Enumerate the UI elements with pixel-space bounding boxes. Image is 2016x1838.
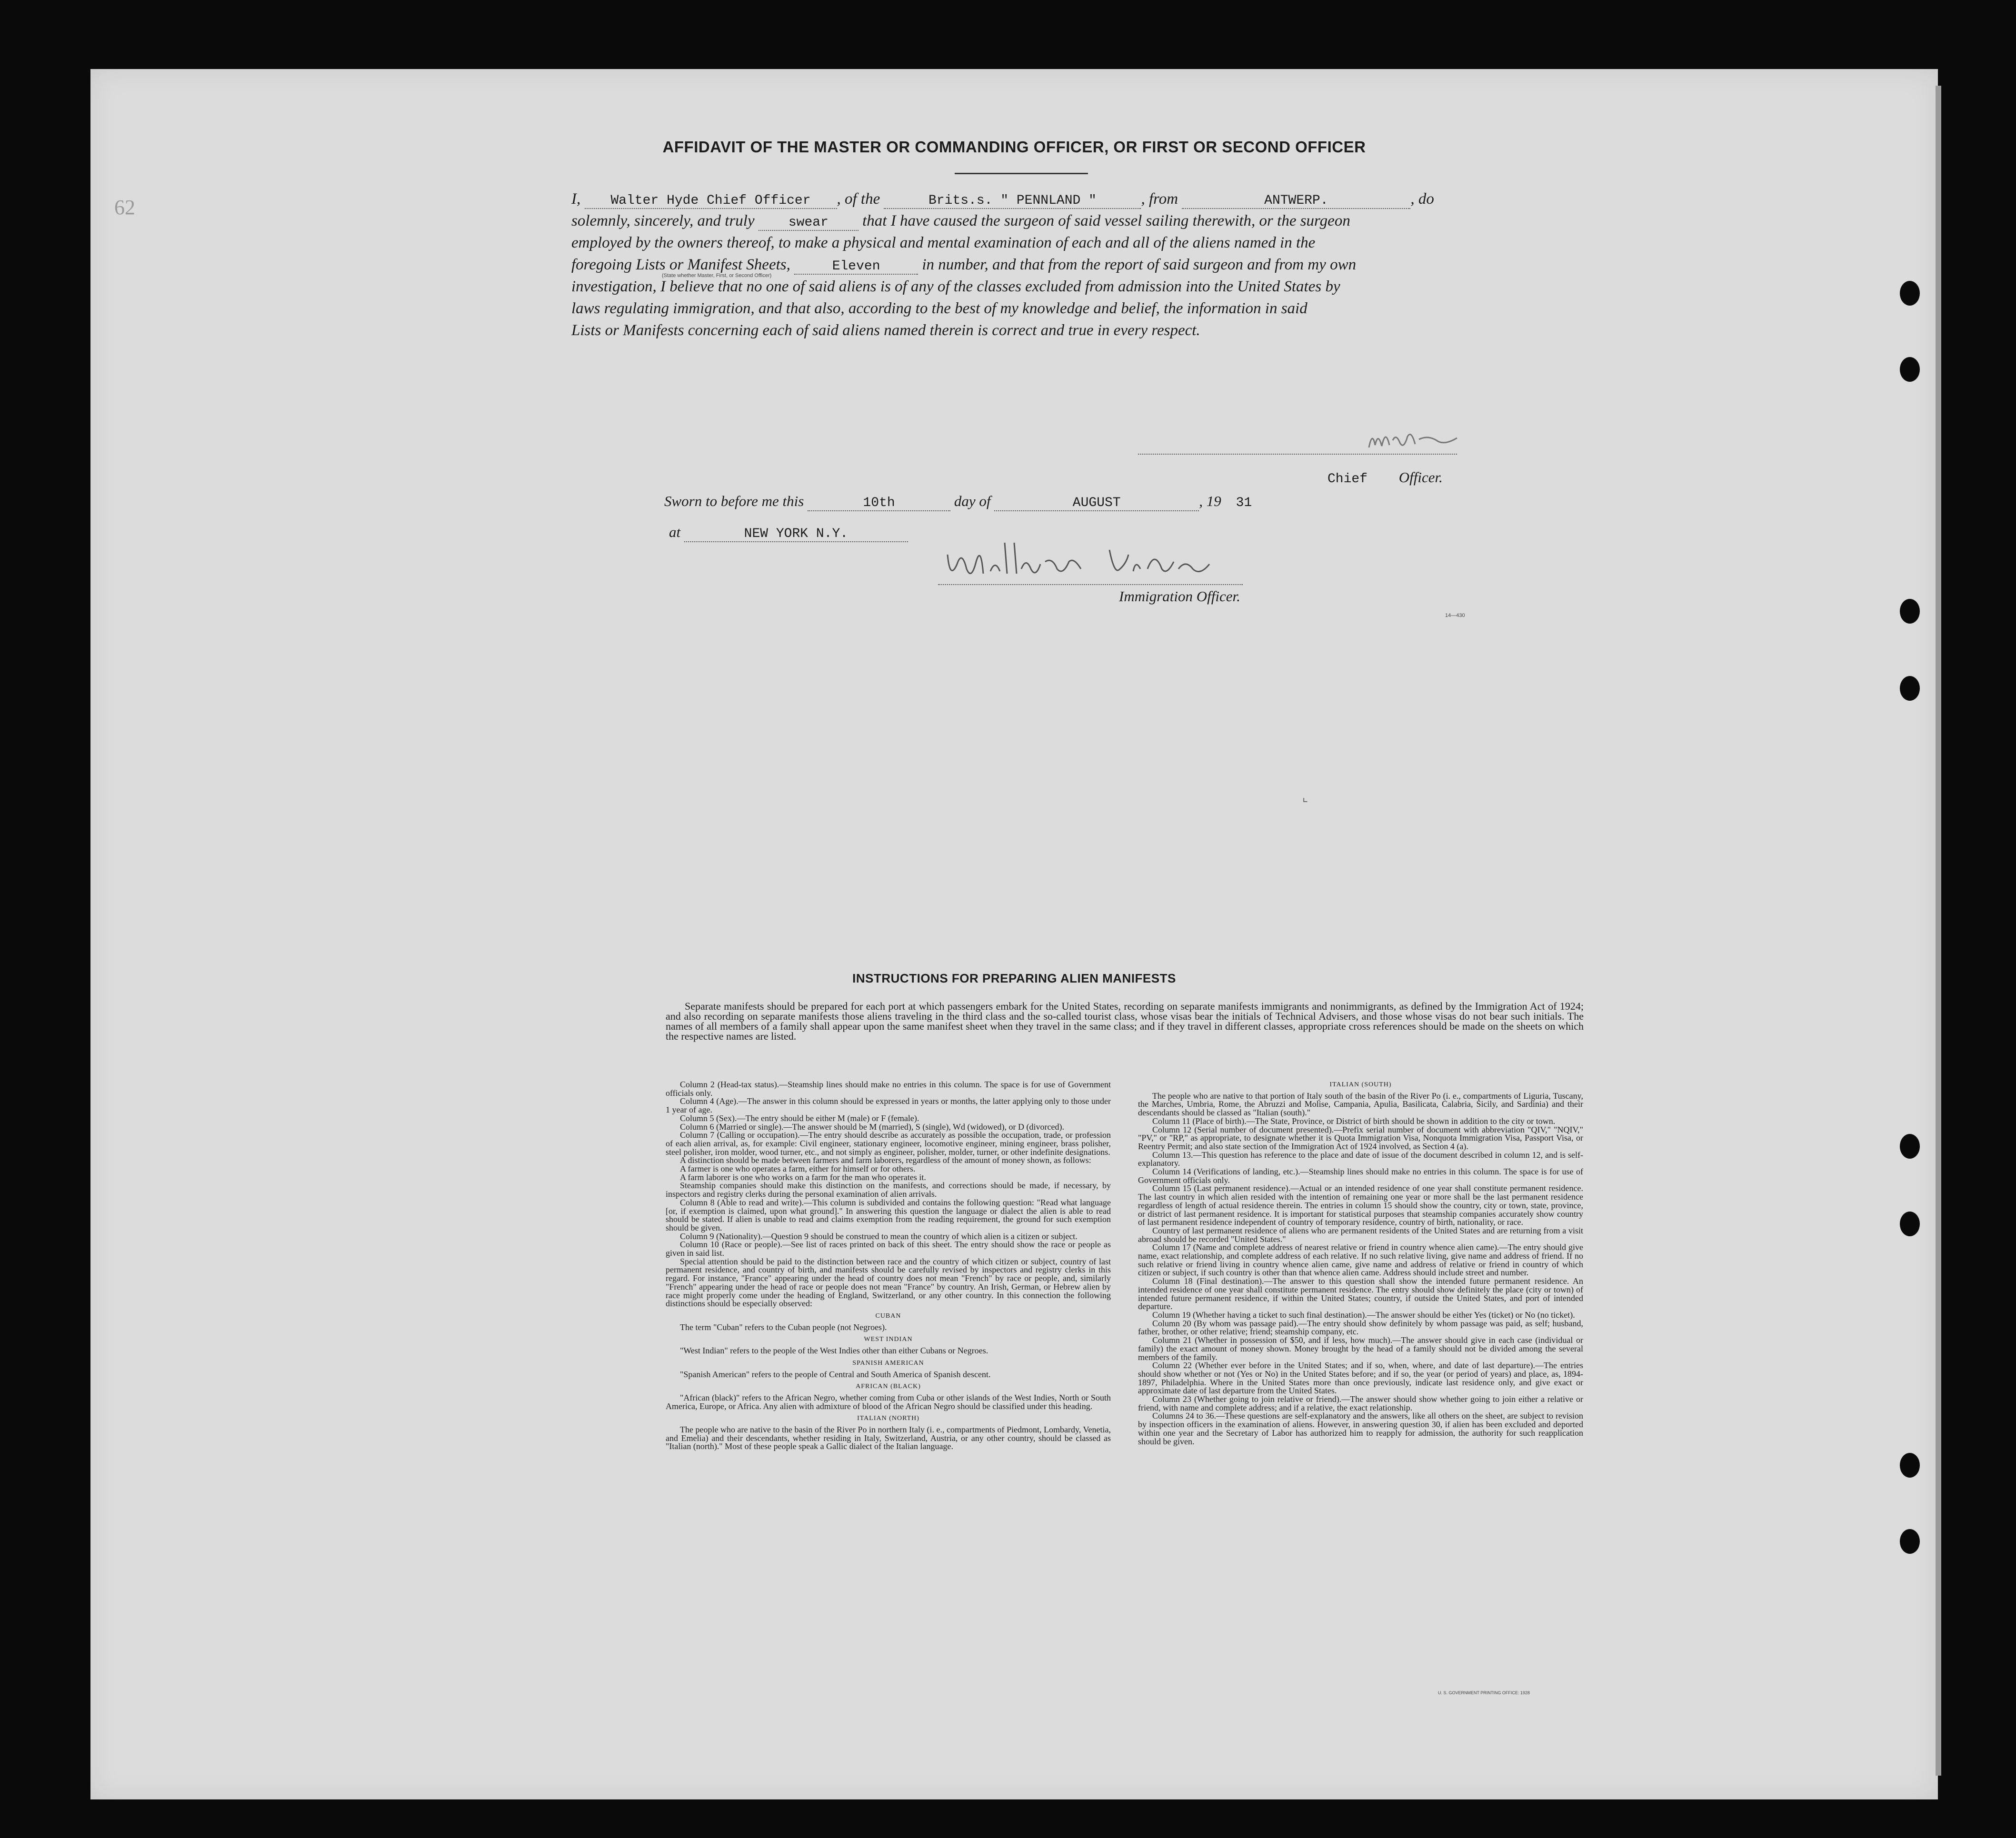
instructions-right-column [1138,1081,1583,1446]
instructions-left-column [666,1081,1111,1451]
affidavit-line-4: foregoing Lists or Manifest Sheets, Eleven in number, and that from the report of said surgeon and from my own [571,256,1357,274]
punch-hole [1900,357,1920,382]
instruction-paragraph: Column 2 (Head-tax status).—Steamship lines should make no entries in this column. The space is for use of Government officials only. [666,1080,1111,1098]
instruction-paragraph: Column 20 (By whom was passage paid).—The entry should show definitely by whom passage was paid, as self; husband, father, brother, or other relative; friend; steamship company, etc. [1138,1318,1583,1337]
affidavit-body [571,188,1586,341]
instruction-paragraph: Column 12 (Serial number of document presented).—Prefix serial number of document with abbreviation "QIV," "NQIV," "PV," or "RP," as appropriate, to designate whether it is Quota Immigration Visa, Nonquota Immigration Visa, Passport Visa, or Reentry Permit; and also state section of the Immigration Act of 1924 involved, as Section 4 (a). [1138,1124,1583,1151]
instruction-paragraph: The people who are native to that portion of Italy south of the basin of the River Po (i. e., compartments of Liguria, Tuscany, the Marches, Umbria, Rome, the Abruzzi and Molise, Campania, Apulia, Basilicata, Calabria, Sicily, and Sardinia) and their descendants should be classed as "Italian (south)." [1138,1091,1583,1118]
affidavit-line-1: I, Walter Hyde Chief Officer , of the Brits.s. " PENNLAND " , from ANTWERP. , do [571,190,1434,208]
margin-note: 62 [114,196,135,219]
sworn-place: at NEW YORK N.Y. [669,524,908,542]
immigration-signature-line [938,584,1243,585]
printer-imprint: U. S. GOVERNMENT PRINTING OFFICE: 1928 [1438,1690,1530,1695]
instruction-paragraph: Column 8 (Able to read and write).—This column is subdivided and contains the following question: "Read what language [or, if exemption is claimed, upon what ground]." In answering this question the language or dialect the alien is able to read should be stated. If alien is unable to read and claims exemption from the reading requirement, the ground for such exemption should be given. [666,1197,1111,1232]
instruction-paragraph: Column 6 (Married or single).—The answer should be M (married), S (single), Wd (widowed), or D (divorced). [680,1122,1064,1132]
instruction-paragraph: A farmer is one who operates a farm, either for himself or for others. [680,1164,916,1174]
vessel-field: Brits.s. " PENNLAND " [884,194,1141,209]
officer-signature-line [1138,454,1457,455]
stray-mark: ⌞ [1302,790,1308,804]
race-heading: CUBAN [875,1312,901,1320]
instruction-paragraph: Column 7 (Calling or occupation).—The entry should describe as accurately as possible the occupation, trade, or profession of each alien arrival, as, for example: Civil engineer, stationary engineer, locomotive engineer, mining engineer, brass polisher, steel polisher, iron molder, wood turner, etc., and not simply as engineer, polisher, molder, turner, or other indefinite designations. [666,1130,1111,1157]
sworn-year-field: 31 [1236,496,1252,510]
race-definition: "African (black)" refers to the African Negro, whether coming from Cuba or other islands of the West Indies, North or South America, Europe, or Africa. Any alien with admixture of blood of the African Negro should be classified under this heading. [666,1392,1111,1411]
instruction-paragraph: Column 5 (Sex).—The entry should be either M (male) or F (female). [680,1113,919,1123]
sworn-month-field: AUGUST [994,496,1199,511]
instruction-paragraph: Column 21 (Whether in possession of $50, and if less, how much).—The answer should give in each case (individual or family) the exact amount of money shown. Money brought by the head of a family should not be divided among the several members of the family. [1138,1335,1583,1362]
instruction-paragraph: Column 19 (Whether having a ticket to such final destination).—The answer should be either Yes (ticket) or No (no ticket). [1152,1310,1575,1320]
instruction-paragraph: Column 11 (Place of birth).—The State, Province, or District of birth should be shown in addition to the city or town. [1152,1116,1556,1126]
instruction-paragraph: Column 23 (Whether going to join relative or friend).—The answer should show whether going to join either a relative or friend, with name and complete address; and if a relative, the exact relationship. [1138,1394,1583,1412]
manifest-page [90,69,1938,1799]
officer-signature [1367,426,1462,455]
affidavit-line-3: employed by the owners thereof, to make a physical and mental examination of each and all of the aliens named in the [571,234,1316,251]
instruction-paragraph: A distinction should be made between farmers and farm laborers, regardless of the amount of money shown, as follows: [680,1155,1091,1165]
title-divider [955,173,1088,174]
race-heading: AFRICAN (BLACK) [856,1383,921,1391]
instructions-title: INSTRUCTIONS FOR PREPARING ALIEN MANIFESTS [852,971,1176,985]
instruction-paragraph: Columns 24 to 36.—These questions are self-explanatory and the answers, like all others on the sheet, are subject to revision by inspection officers in the examination of aliens. However, in answering question 30, if alien has been excluded and deported within one year and the Secretary of Labor has authorized him to reapply for admission, the authority for such reapplication should be given. [1138,1411,1583,1446]
affidavit-line-5: investigation, I believe that no one of said aliens is of any of the classes excluded from admission into the United States by [571,278,1340,295]
punch-hole [1900,676,1920,701]
instruction-paragraph: Column 15 (Last permanent residence).—Actual or an intended residence of one year shall constitute permanent residence. The last country in which alien resided with the intention of remaining one year or more shall be the last permanent residence regardless of length of actual residence therein. The entries in column 15 should show the country, city or town, state, province, or district of last permanent residence. It is important for statistical purposes that steamship companies accurately show country of last permanent residence independent of country of temporary residence, country of birth, nationality, or race. [1138,1183,1583,1227]
instruction-paragraph: Column 13.—This question has reference to the place and date of issue of the document described in column 12, and is self-explanatory. [1138,1150,1583,1168]
punch-hole [1900,599,1920,624]
affidavit-line-2: solemnly, sincerely, and truly swear that I have caused the surgeon of said vessel sailing therewith, or the surgeon [571,212,1350,230]
punch-hole [1900,1453,1920,1478]
instructions-intro: Separate manifests should be prepared for each port at which passengers embark for the United States, recording on separate manifests immigrants and nonimmigrants, as defined by the Immigration Act of 1924; and also recording on separate manifests those aliens traveling in the third class and the so-called tourist class, whose visas bear the initials of Technical Advisers, and those whose visas do not bear such initials. The names of all members of a family shall appear upon the same manifest sheet when they travel in the same class; and if they travel in different classes, appropriate cross references should be made on the sheets on which the respective names are listed. [666,1000,1584,1042]
race-heading: ITALIAN (NORTH) [857,1415,919,1422]
page-edge [1936,86,1941,1776]
sheet-count-field: Eleven [794,259,918,275]
instruction-paragraph: Country of last permanent residence of aliens who are permanent residents of the United States and are returning from a visit abroad should be recorded "United States." [1138,1225,1583,1244]
affidavit-line-6: laws regulating immigration, and that also, according to the best of my knowledge and belief, the information in said [571,300,1307,317]
oath-field: swear [758,216,858,231]
race-heading: ITALIAN (SOUTH) [1329,1081,1392,1088]
immigration-officer-label: Immigration Officer. [1119,588,1240,605]
punch-hole [1900,1212,1920,1236]
instruction-paragraph: Column 9 (Nationality).—Question 9 should be construed to mean the country of which alien is a citizen or subject. [680,1231,1078,1241]
punch-hole [1900,281,1920,306]
officer-rank-note: (State whether Master, First, or Second Officer) [662,273,772,278]
race-definition: The people who are native to the basin of the River Po in northern Italy (i. e., compartments of Piedmont, Lombardy, Venetia, and Emelia) and their descendants, whether residing in Italy, Switzerland, Austria, or any other country, should be classed as "Italian (north)." Most of these people speak a Gallic dialect of the Italian language. [666,1425,1111,1451]
instruction-paragraph: Column 14 (Verifications of landing, etc.).—Steamship lines should make no entries in this column. The space is for use of Government officials only. [1138,1167,1583,1185]
sworn-day-field: 10th [808,496,950,511]
race-definition: "West Indian" refers to the people of the West Indies other than either Cubans or Negroes. [680,1346,988,1356]
affidavit-title: AFFIDAVIT OF THE MASTER OR COMMANDING OFFICER, OR FIRST OR SECOND OFFICER [662,138,1366,156]
race-heading: SPANISH AMERICAN [852,1359,924,1367]
sworn-statement: Sworn to before me this 10th day of AUGUST , 19 31 [664,493,1263,511]
port-from-field: ANTWERP. [1182,194,1410,209]
form-number: 14—430 [1445,613,1465,618]
race-definition: The term "Cuban" refers to the Cuban people (not Negroes). [680,1322,887,1332]
race-heading: WEST INDIAN [864,1336,913,1343]
instruction-paragraph: Column 17 (Name and complete address of nearest relative or friend in country whence alien came).—The entry should give name, exact relationship, and complete address of each relative. If no such relative living, give name and address of friend. If no such relative or friend living in country whence alien came, give name and address of relative or friend in country of which citizen or subject, if such country is other than that whence alien came. Address should include street and number. [1138,1242,1583,1278]
instruction-paragraph: Column 4 (Age).—The answer in this column should be expressed in years or months, the latter applying only to those under 1 year of age. [666,1096,1111,1115]
sworn-place-field: NEW YORK N.Y. [684,527,908,542]
affidavit-line-7: Lists or Manifests concerning each of said aliens named therein is correct and true in every respect. [571,322,1200,339]
instruction-paragraph: A farm laborer is one who works on a farm for the man who operates it. [680,1172,926,1182]
race-definition: "Spanish American" refers to the people of Central and South America of Spanish descent. [680,1369,991,1379]
instruction-paragraph: Column 18 (Final destination).—The answer to this question shall show the intended future permanent residence. An intended residence of one year shall constitute permanent residence. The entry should show definitely the place (city or town) of intended future permanent residence, if within the United States; country, if outside the United States, and port of intended departure. [1138,1276,1583,1311]
officer-name-field: Walter Hyde Chief Officer [585,194,837,209]
instruction-paragraph: Special attention should be paid to the distinction between race and the country of which citizen or subject, country of last permanent residence, and country of birth, and manifests should be carefully revised by inspectors and registry clerks in this regard. For instance, "France" appearing under the head of country does not mean "French" by race or people, and, similarly "French" appearing under the head of race or people does not mean "France" by country. An Irish, German, or Hebrew alien by race might properly come under the heading of England, Switzerland, or any other country. In this connection the following distinctions should be especially observed: [666,1256,1111,1309]
officer-title: Chief Officer. [1327,469,1443,487]
immigration-officer-signature [938,536,1243,583]
instruction-paragraph: Steamship companies should make this distinction on the manifests, and corrections should be made, if necessary, by inspectors and registry clerks during the personal examination of alien arrivals. [666,1181,1111,1199]
instruction-paragraph: Column 10 (Race or people).—See list of races printed on back of this sheet. The entry should show the race or people as given in said list. [666,1240,1111,1258]
punch-hole [1900,1134,1920,1159]
instruction-paragraph: Column 22 (Whether ever before in the United States; and if so, when, where, and date of last departure).—The entries should show whether or not (Yes or No) in the United States before; and if so, the year (or period of years) and place, as, 1894-1897, Philadelphia. Where in the United States more than once previously, indicate last residence only, and give exact or approximate date of last departure from the United States. [1138,1361,1583,1396]
punch-hole [1900,1529,1920,1554]
